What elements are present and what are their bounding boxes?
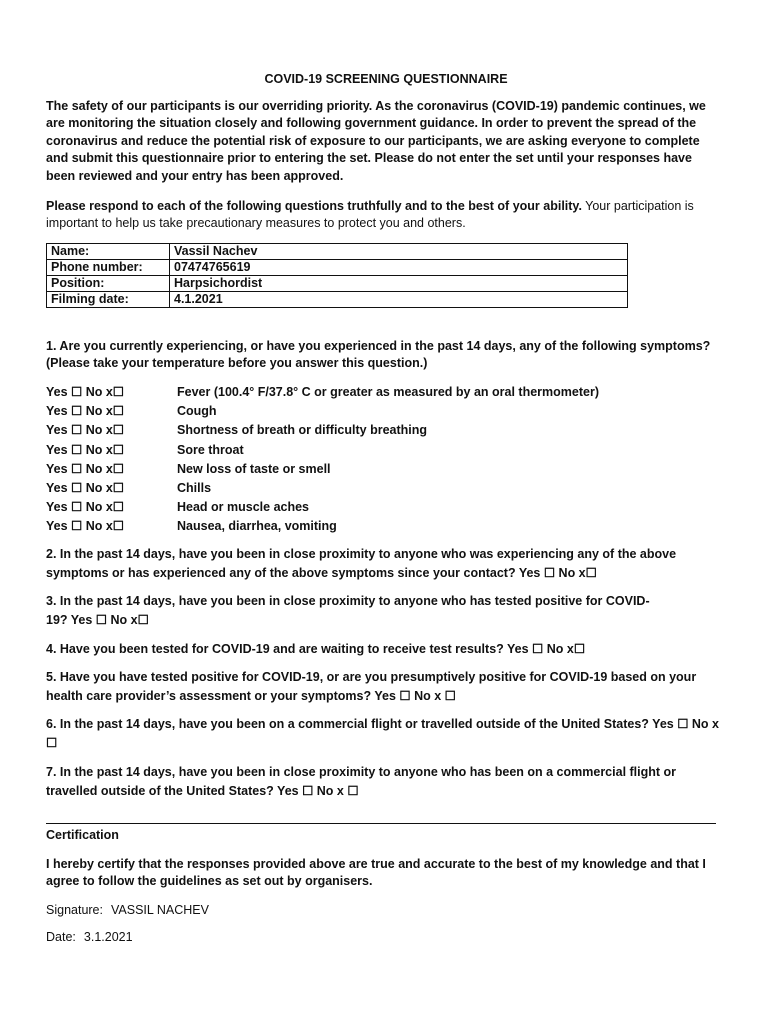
signature-value: VASSIL NACHEV — [110, 903, 209, 917]
certification-heading: Certification — [46, 828, 119, 842]
symptom-label: Head or muscle aches — [177, 500, 310, 514]
yes-no-answer: Yes ☐ No x☐ — [46, 500, 124, 514]
position-label: Position: — [47, 276, 170, 292]
symptom-row — [46, 517, 718, 536]
symptom-label: Shortness of breath or difficulty breathing — [177, 423, 428, 437]
yes-no-answer: Yes ☐ No x☐ — [46, 423, 124, 437]
divider — [46, 823, 716, 824]
table-row — [47, 276, 628, 292]
filming-date-value: 4.1.2021 — [170, 292, 628, 308]
date-label: Date: — [46, 930, 76, 944]
symptom-row — [46, 402, 718, 421]
question-3: 3. In the past 14 days, have you been in close proximity to anyone who has tested positive for COVID-19? Yes ☐ No x☐ — [46, 594, 650, 627]
instructions-paragraph — [46, 198, 718, 233]
symptom-label: Fever (100.4° F/37.8° C or greater as measured by an oral thermometer) — [177, 385, 599, 399]
instructions-normal: Your participation is important to help us take precautionary measures to protect you and others. — [46, 199, 694, 231]
participant-info-table — [46, 243, 628, 308]
question-5: 5. Have you have tested positive for COVID-19, or are you presumptively positive for COVID-19 based on your health care provider’s assessment or your symptoms? Yes ☐ No x ☐ — [46, 670, 697, 703]
date-value: 3.1.2021 — [83, 930, 133, 944]
name-value: Vassil Nachev — [170, 244, 628, 260]
yes-no-answer: Yes ☐ No x☐ — [46, 443, 124, 457]
phone-value: 07474765619 — [170, 260, 628, 276]
phone-label: Phone number: — [47, 260, 170, 276]
table-row — [47, 292, 628, 308]
symptom-row — [46, 498, 718, 517]
symptom-label: Nausea, diarrhea, vomiting — [177, 519, 337, 533]
yes-no-answer: Yes ☐ No x☐ — [46, 404, 124, 418]
yes-no-answer: Yes ☐ No x☐ — [46, 519, 124, 533]
symptom-row — [46, 460, 718, 479]
symptom-label: New loss of taste or smell — [177, 462, 331, 476]
certification-statement: I hereby certify that the responses provided above are true and accurate to the best of my knowledge and that I agree to follow the guidelines as set out by organisers. — [46, 857, 706, 889]
yes-no-answer: Yes ☐ No x☐ — [46, 385, 124, 399]
yes-no-answer: Yes ☐ No x☐ — [46, 481, 124, 495]
table-row — [47, 260, 628, 276]
signature-label: Signature: — [46, 903, 103, 917]
filming-date-label: Filming date: — [47, 292, 170, 308]
question-7: 7. In the past 14 days, have you been in close proximity to anyone who has been on a commercial flight or travelled outside of the United States? Yes ☐ No x ☐ — [46, 765, 677, 798]
question-4: 4. Have you been tested for COVID-19 and are waiting to receive test results? Yes ☐ No x☐ — [46, 642, 586, 656]
intro-paragraph: The safety of our participants is our overriding priority. As the coronavirus (COVID-19) pandemic continues, we are monitoring the situation closely and following government guidance. In order to prevent the spread of the coronavirus and reduce the potential risk of exposure to our participants, we are asking everyone to complete and submit this questionnaire prior to entering the set. Please do not enter the set until your responses have been reviewed and your entry has been approved. — [46, 99, 706, 183]
yes-no-answer: Yes ☐ No x☐ — [46, 462, 124, 476]
instructions-bold: Please respond to each of the following questions truthfully and to the best of your ability. — [46, 199, 582, 213]
questionnaire-page — [46, 0, 718, 1024]
question-6: 6. In the past 14 days, have you been on a commercial flight or travelled outside of the United States? Yes ☐ No x ☐ — [46, 717, 719, 750]
name-label: Name: — [47, 244, 170, 260]
symptom-row — [46, 441, 718, 460]
question-1: 1. Are you currently experiencing, or have you experienced in the past 14 days, any of the following symptoms? (Please take your temperature before you answer this question.) — [46, 339, 711, 371]
date-line — [46, 930, 133, 944]
question-2: 2. In the past 14 days, have you been in close proximity to anyone who was experiencing any of the above symptoms or has experienced any of the above symptoms since your contact? Yes ☐ No x☐ — [46, 547, 677, 580]
symptom-row — [46, 421, 718, 440]
symptom-label: Sore throat — [177, 443, 244, 457]
symptom-label: Chills — [177, 481, 212, 495]
signature-line — [46, 903, 209, 917]
position-value: Harpsichordist — [170, 276, 628, 292]
symptom-row — [46, 479, 718, 498]
document-title: COVID-19 SCREENING QUESTIONNAIRE — [264, 72, 508, 86]
table-row — [47, 244, 628, 260]
symptom-row — [46, 383, 718, 402]
symptom-label: Cough — [177, 404, 217, 418]
